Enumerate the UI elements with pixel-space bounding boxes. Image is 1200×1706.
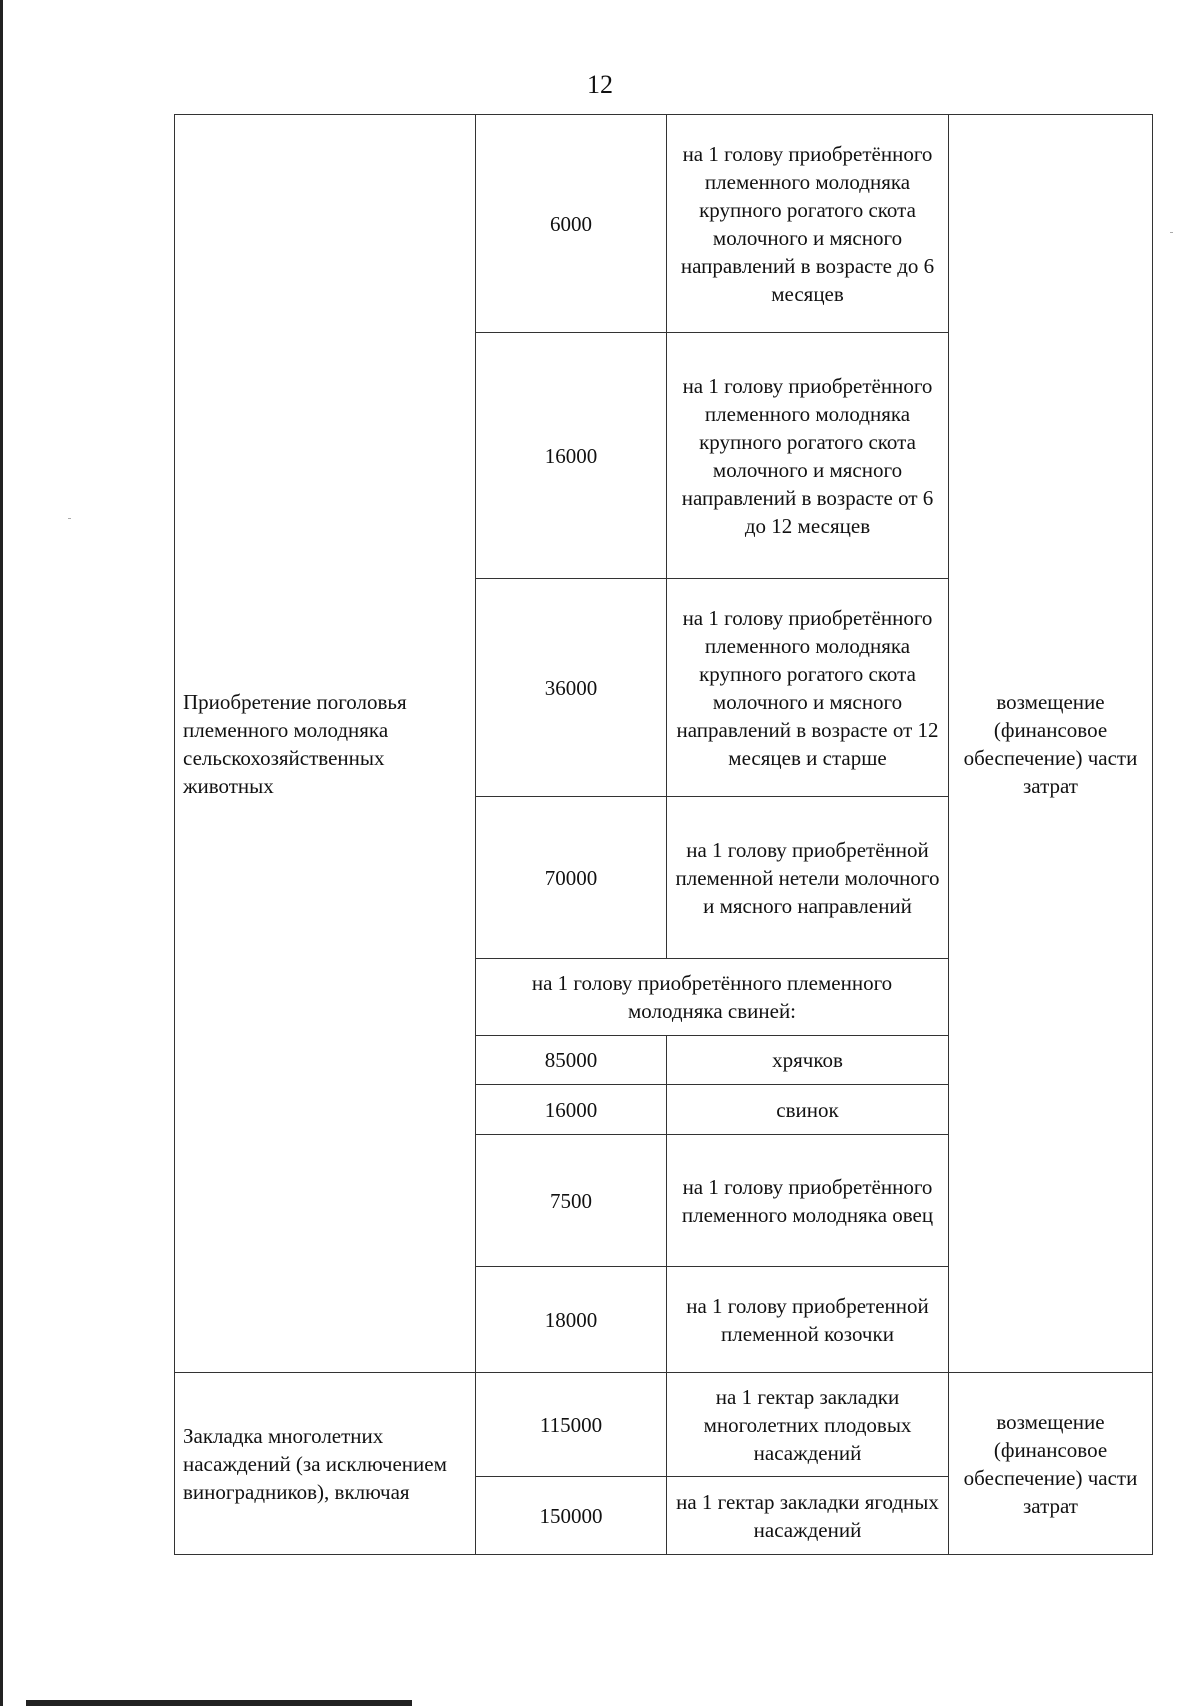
subsidy-rates-table [174, 114, 1153, 1555]
rate-cell: 16000 [476, 333, 667, 579]
table-row [175, 1373, 1153, 1477]
page-edge-left [0, 0, 3, 1706]
rate-cell: 150000 [476, 1477, 667, 1555]
unit-cell: свинок [667, 1085, 949, 1135]
rate-cell: 16000 [476, 1085, 667, 1135]
rate-cell: 85000 [476, 1036, 667, 1085]
rate-cell: 7500 [476, 1135, 667, 1267]
unit-cell: на 1 голову приобретенной племенной козочки [667, 1267, 949, 1373]
activity-name-cell: Закладка многолетних насаждений (за исключением виноградников), включая [175, 1373, 476, 1555]
rate-cell: 70000 [476, 797, 667, 959]
scan-speck [68, 518, 71, 519]
unit-cell: на 1 голову приобретённого племенного молодняка крупного рогатого скота молочного и мясного направлений в возрасте от 12 месяцев и старше [667, 579, 949, 797]
rate-cell: 115000 [476, 1373, 667, 1477]
rate-cell: 36000 [476, 579, 667, 797]
unit-cell: на 1 голову приобретённого племенного молодняка крупного рогатого скота молочного и мясного направлений в возрасте до 6 месяцев [667, 115, 949, 333]
unit-cell: на 1 гектар закладки ягодных насаждений [667, 1477, 949, 1555]
unit-cell: хрячков [667, 1036, 949, 1085]
activity-name-cell: Приобретение поголовья племенного молодняка сельскохозяйственных животных [175, 115, 476, 1373]
page-edge-bottom [26, 1700, 412, 1706]
page-number: 12 [587, 70, 613, 99]
rate-cell: 6000 [476, 115, 667, 333]
purpose-cell: возмещение (финансовое обеспечение) части затрат [949, 1373, 1153, 1555]
table-row [175, 115, 1153, 333]
scan-speck [1170, 232, 1173, 233]
pigs-header-cell: на 1 голову приобретённого племенного молодняка свиней: [476, 959, 949, 1036]
purpose-cell: возмещение (финансовое обеспечение) части затрат [949, 115, 1153, 1373]
unit-cell: на 1 гектар закладки многолетних плодовых насаждений [667, 1373, 949, 1477]
unit-cell: на 1 голову приобретённого племенного молодняка овец [667, 1135, 949, 1267]
unit-cell: на 1 голову приобретённого племенного молодняка крупного рогатого скота молочного и мясного направлений в возрасте от 6 до 12 месяцев [667, 333, 949, 579]
rate-cell: 18000 [476, 1267, 667, 1373]
unit-cell: на 1 голову приобретённой племенной нетели молочного и мясного направлений [667, 797, 949, 959]
